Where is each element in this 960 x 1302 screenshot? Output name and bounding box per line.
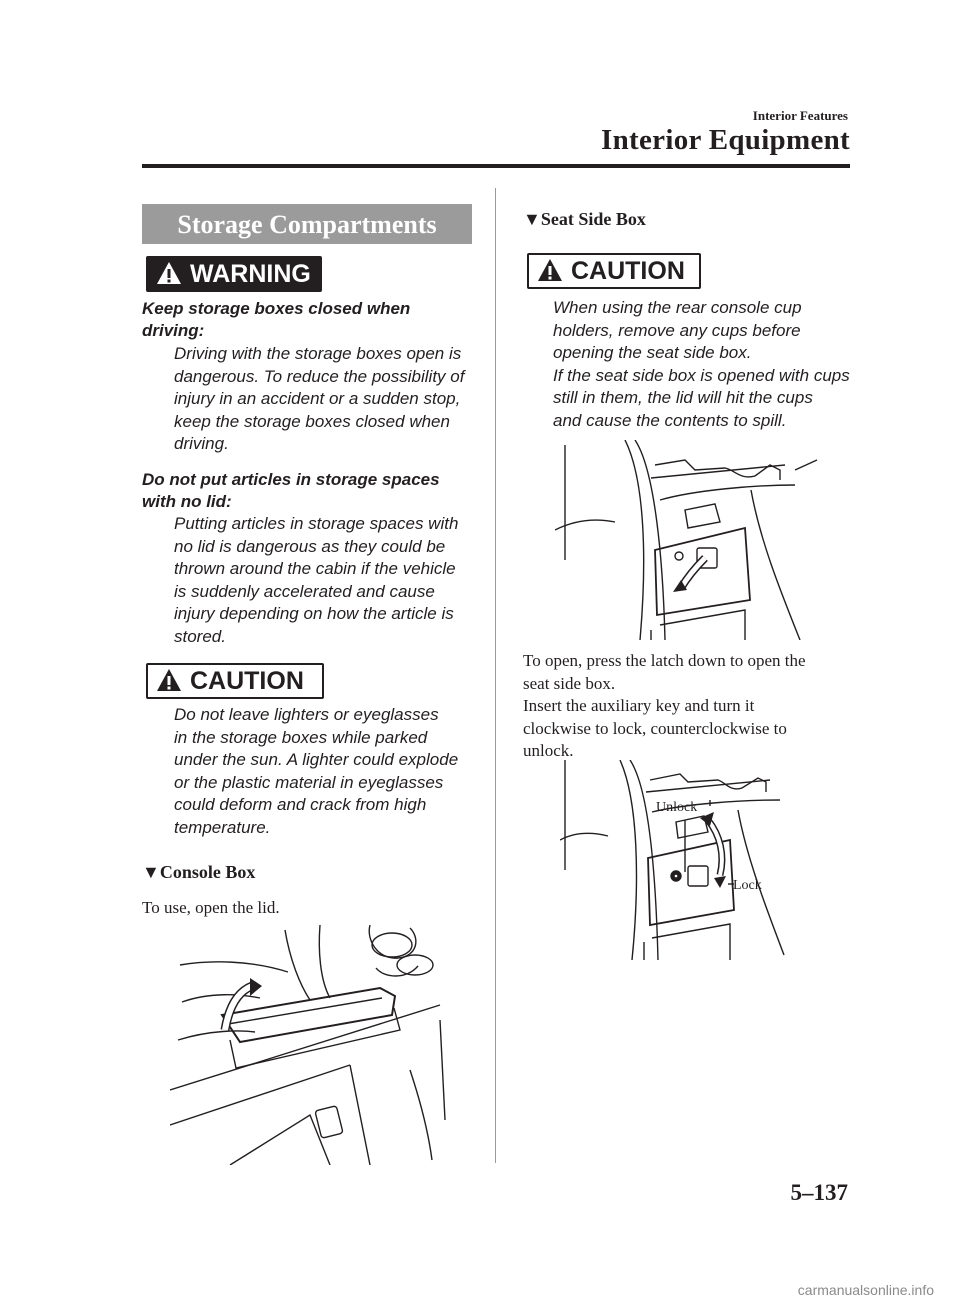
- seat-side-box-heading: [523, 209, 646, 230]
- warning1-title-line: driving:: [142, 321, 205, 340]
- triangle-bullet-icon: ▼: [142, 862, 160, 882]
- caution-body-right: [553, 297, 850, 433]
- text-line: dangerous. To reduce the possibility of: [174, 366, 465, 386]
- warning1-body: [174, 343, 464, 456]
- page-number: 5–137: [790, 1180, 848, 1205]
- text-line: driving.: [174, 434, 229, 454]
- text-line: injury in an accident or a sudden stop,: [174, 389, 461, 409]
- text-line: no lid is dangerous as they could be: [174, 536, 446, 556]
- text-line: injury depending on how the article is: [174, 604, 454, 624]
- column-divider: [495, 188, 496, 1163]
- caution-label: CAUTION: [571, 257, 685, 285]
- text-line: or the plastic material in eyeglasses: [174, 772, 444, 792]
- lock-label: Lock: [733, 878, 762, 893]
- text-line: in the storage boxes while parked: [174, 727, 428, 747]
- warning2-body: [174, 513, 458, 649]
- warning-triangle-icon: [537, 258, 563, 282]
- header-rule: [142, 164, 850, 168]
- text-line: holders, remove any cups before: [553, 320, 801, 340]
- warning-badge: [146, 256, 322, 292]
- text-line: stored.: [174, 626, 226, 646]
- warning1-title-line: Keep storage boxes closed when: [142, 299, 411, 318]
- console-box-illustration: [170, 920, 450, 1165]
- page-title: Interior Equipment: [601, 124, 850, 156]
- seat-side-box-instructions: [523, 650, 806, 763]
- console-box-text: To use, open the lid.: [142, 898, 280, 917]
- text-line: When using the rear console cup: [553, 298, 802, 317]
- warning-triangle-icon: [156, 261, 182, 285]
- text-line: is suddenly accelerated and cause: [174, 581, 435, 601]
- footer-watermark: carmanualsonline.info: [797, 1282, 934, 1298]
- console-box-heading: [142, 862, 255, 883]
- caution-label: CAUTION: [190, 667, 304, 695]
- text-line: temperature.: [174, 817, 271, 837]
- text-line: Driving with the storage boxes open is: [174, 344, 462, 363]
- warning2-title-line: with no lid:: [142, 492, 232, 511]
- warning-triangle-icon: [156, 668, 182, 692]
- text-line: If the seat side box is opened with cups: [553, 365, 850, 385]
- text-line: could deform and crack from high: [174, 795, 427, 815]
- warning-label: WARNING: [190, 260, 311, 288]
- chapter-label: Interior Features: [752, 108, 848, 123]
- text-line: unlock.: [523, 741, 574, 760]
- seat-side-box-lock-illustration: [560, 760, 800, 960]
- warning1-title: [142, 298, 410, 342]
- text-line: and cause the contents to spill.: [553, 410, 787, 430]
- text-line: seat side box.: [523, 673, 616, 693]
- heading-text: Console Box: [159, 862, 256, 882]
- text-line: clockwise to lock, counterclockwise to: [523, 718, 787, 738]
- text-line: opening the seat side box.: [553, 343, 752, 363]
- heading-text: Seat Side Box: [540, 209, 646, 229]
- text-line: Putting articles in storage spaces with: [174, 514, 459, 533]
- text-line: thrown around the cabin if the vehicle: [174, 559, 456, 579]
- unlock-label: Unlock: [656, 800, 698, 815]
- caution-badge: [146, 663, 324, 699]
- caution-body: [174, 704, 458, 840]
- text-line: still in them, the lid will hit the cups: [553, 388, 813, 408]
- text-line: keep the storage boxes closed when: [174, 411, 450, 431]
- section-title: Storage Compartments: [142, 204, 472, 244]
- text-line: Do not leave lighters or eyeglasses: [174, 705, 439, 724]
- warning2-title: [142, 469, 440, 513]
- caution-badge-right: [527, 253, 701, 289]
- text-line: Insert the auxiliary key and turn it: [523, 696, 755, 715]
- seat-side-box-open-illustration: [555, 440, 820, 640]
- warning2-title-line: Do not put articles in storage spaces: [142, 470, 440, 489]
- text-line: To open, press the latch down to open the: [523, 651, 806, 670]
- triangle-bullet-icon: ▼: [523, 209, 541, 229]
- text-line: under the sun. A lighter could explode: [174, 750, 459, 770]
